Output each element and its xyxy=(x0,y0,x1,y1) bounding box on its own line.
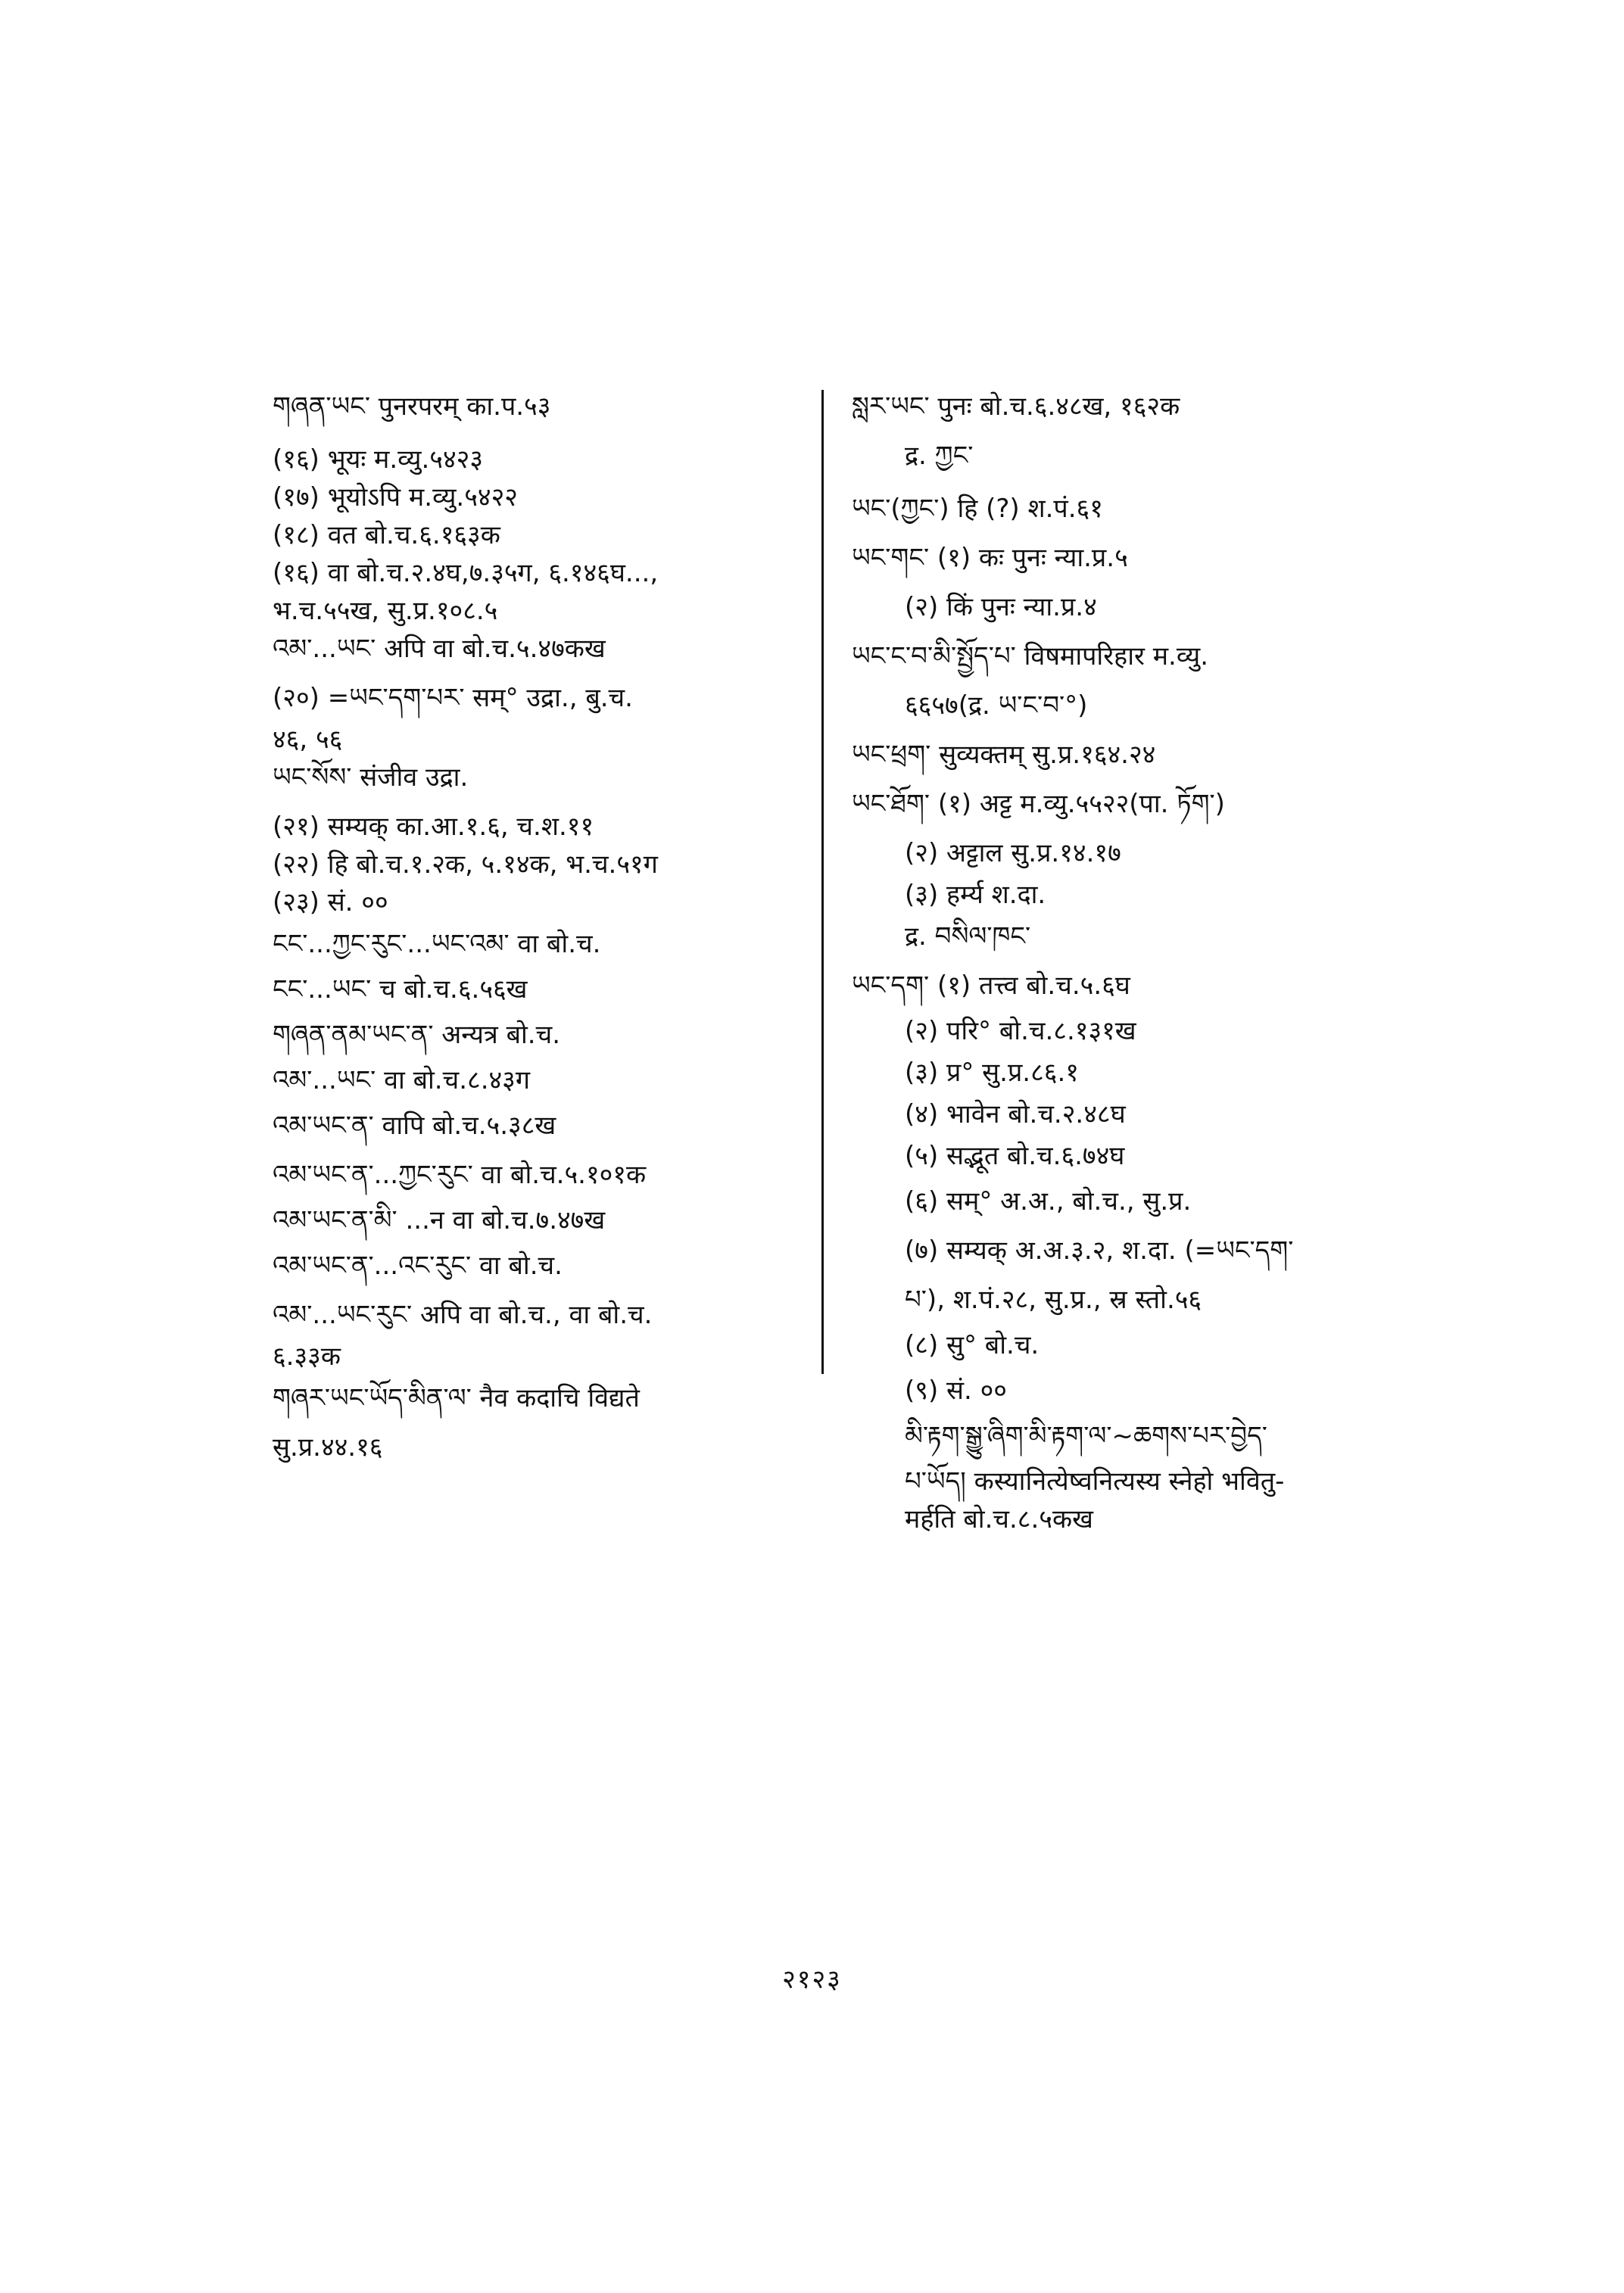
entry-line: ६६५७(द्र. ཡ་ང་བ་°) xyxy=(905,690,1088,721)
entry-line: ངང་...ཡང་ च बो.च.६.५६ख xyxy=(273,974,528,1005)
entry-line: ངང་...ཀྱང་རུང་...ཡང་འམ་ वा बो.च. xyxy=(273,929,601,959)
entry-line: (७) सम्यक् अ.अ.३.२, श.दा. (=ཡང་དག་ xyxy=(905,1235,1294,1266)
entry-line: (८) सु° बो.च. xyxy=(905,1330,1040,1360)
entry-line: ६.३३क xyxy=(273,1341,341,1372)
entry-line: (२) किं पुनः न्या.प्र.४ xyxy=(905,592,1097,622)
entry-line: པ་), श.पं.२८, सु.प्र., स्र स्तो.५६ xyxy=(905,1285,1202,1315)
entry-line: གཞར་ཡང་ཡོད་མིན་ལ་ नैव कदाचि विद्यते xyxy=(273,1383,640,1413)
entry-line: ཡང་ཕྲག་ सुव्यक्तम् सु.प्र.१६४.२४ xyxy=(852,740,1156,770)
column-divider xyxy=(821,390,824,1374)
page-number: २१२३ xyxy=(782,1964,842,1995)
entry-line: (५) सद्भूत बो.च.६.७४घ xyxy=(905,1141,1125,1171)
entry-line: འམ་...ཡང་ वा बो.च.८.४३ग xyxy=(273,1065,530,1095)
entry-line: འམ་ཡང་ན་ वापि बो.च.५.३८ख xyxy=(273,1111,556,1141)
entry-line: (३) प्र° सु.प्र.८६.१ xyxy=(905,1058,1079,1088)
entry-line: གཞན་ཡང་ पुनरपरम् का.प.५३ xyxy=(273,391,551,422)
entry-line: འམ་ཡང་ན་...ཀྱང་རུང་ वा बो.च.५.१०१क xyxy=(273,1160,647,1190)
entry-line: द्र. ཀྱང་ xyxy=(905,441,974,471)
entry-line: (९) सं. ०० xyxy=(905,1375,1007,1406)
entry-line: སླར་ཡང་ पुनः बो.च.६.४८ख, १६२क xyxy=(852,391,1180,422)
entry-line: (२) परि° बो.च.८.१३१ख xyxy=(905,1016,1136,1046)
entry-line: (१८) वत बो.च.६.१६३क xyxy=(273,520,500,550)
entry-line: མི་རྟག་སྒྱུ་ཞིག་མི་རྟག་ལ་~ཆགས་པར་བྱེད་ xyxy=(905,1421,1267,1451)
entry-line: (१६) भूयः म.व्यु.५४२३ xyxy=(273,444,484,475)
entry-line: གཞན་ནམ་ཡང་ན་ अन्यत्र बो.च. xyxy=(273,1020,560,1050)
entry-line: འམ་ཡང་ན་མི་ ...न वा बो.च.७.४७ख xyxy=(273,1205,606,1235)
entry-line: (२२) हि बो.च.१.२क, ५.१४क, भ.च.५१ग xyxy=(273,849,658,880)
entry-line: (१६) वा बो.च.२.४घ,७.३५ग, ६.१४६घ..., xyxy=(273,558,659,588)
entry-line: द्र. བསིལ་ཁང་ xyxy=(905,921,1031,952)
entry-line: པ་ཡོད། कस्यानित्येष्वनित्यस्य स्नेहो भवितु- xyxy=(905,1466,1285,1497)
entry-line: सु.प्र.४४.१६ xyxy=(273,1432,383,1463)
entry-line: (२) अट्टाल सु.प्र.१४.१७ xyxy=(905,838,1121,868)
entry-line: ཡང་(ཀྱང་) हि (?) श.पं.६१ xyxy=(852,494,1103,524)
entry-line: འམ་...ཡང་ अपि वा बो.च.५.४७कख xyxy=(273,634,606,664)
entry-line: (४) भावेन बो.च.२.४८घ xyxy=(905,1099,1126,1129)
entry-line: (२३) सं. ०० xyxy=(273,887,388,918)
entry-line: (३) हर्म्य श.दा. xyxy=(905,880,1046,910)
entry-line: (२०) =ཡང་དག་པར་ सम्° उद्रा., बु.च. xyxy=(273,683,633,713)
entry-line: ४६, ५६ xyxy=(273,724,343,755)
entry-line: (१७) भूयोऽपि म.व्यु.५४२२ xyxy=(273,482,518,512)
entry-line: འམ་...ཡང་རུང་ अपि वा बो.च., वा बो.च. xyxy=(273,1300,653,1330)
entry-line: ཡང་ཐོག་ (१) अट्ट म.व्यु.५५२२(पा. ཏོག་) xyxy=(852,789,1225,819)
entry-line: ཡང་དག་ (१) तत्त्व बो.च.५.६घ xyxy=(852,970,1130,1001)
entry-line: (६) सम्° अ.अ., बो.च., सु.प्र. xyxy=(905,1186,1192,1217)
entry-line: ཡང་སོས་ संजीव उद्रा. xyxy=(273,762,469,793)
entry-line: (२१) सम्यक् का.आ.१.६, च.श.११ xyxy=(273,812,594,842)
entry-line: मर्हति बो.च.८.५कख xyxy=(905,1504,1093,1534)
entry-line: འམ་ཡང་ན་...འང་རུང་ वा बो.च. xyxy=(273,1251,563,1281)
entry-line: भ.च.५५ख, सु.प्र.१०८.५ xyxy=(273,596,498,626)
entry-line: ཡང་གང་ (१) कः पुनः न्या.प्र.५ xyxy=(852,543,1128,573)
entry-line: ཡང་ང་བ་མི་སྤྱོད་པ་ विषमापरिहार म.व्यु. xyxy=(852,641,1209,671)
